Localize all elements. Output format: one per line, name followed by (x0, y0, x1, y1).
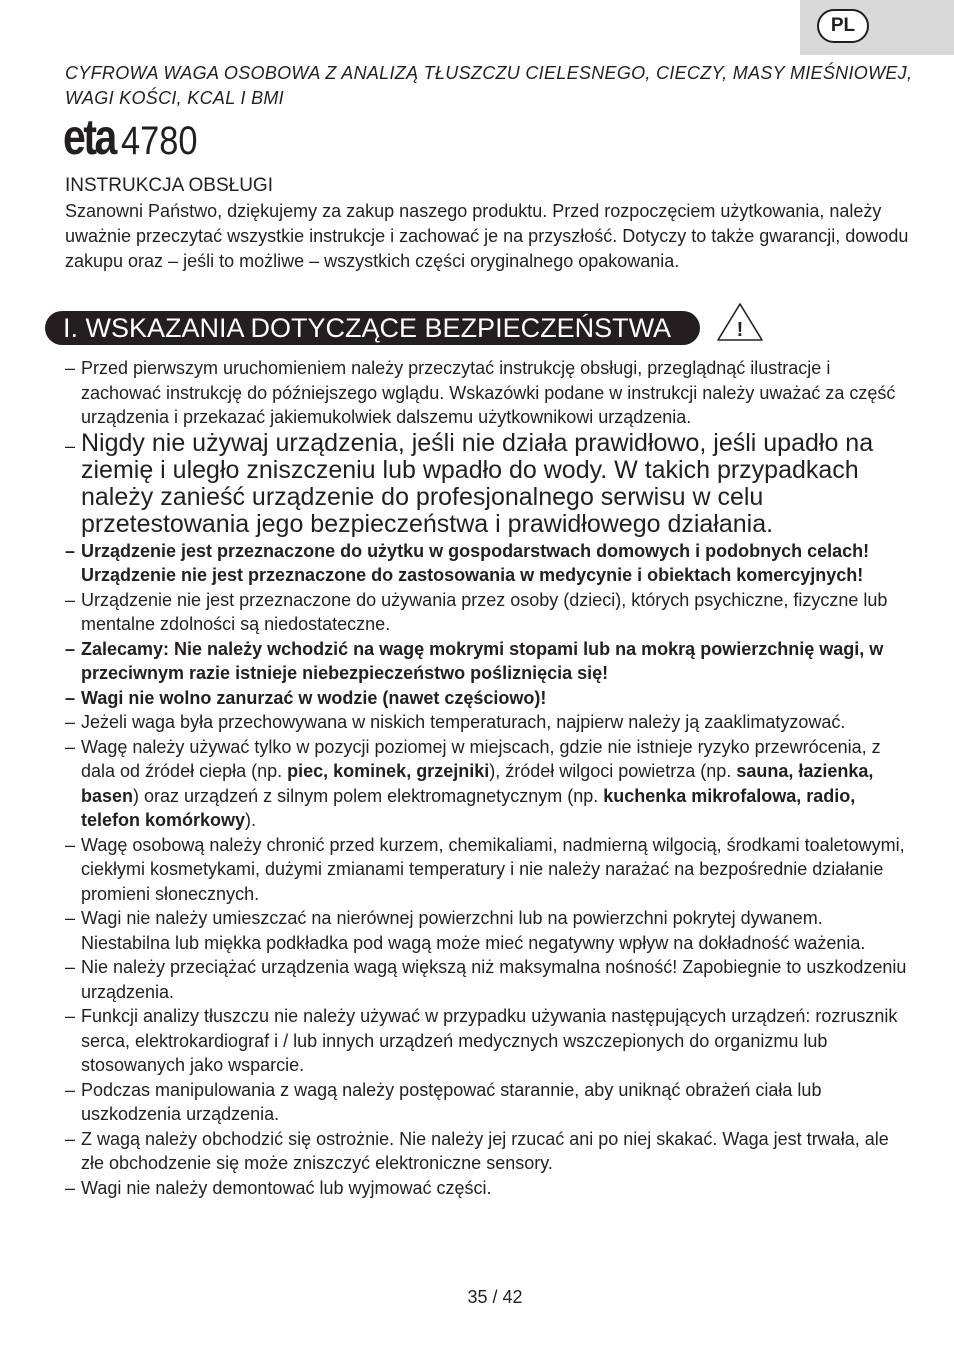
list-item-text: Jeżeli waga była przechowywana w niskich temperaturach, najpierw należy ją zaaklimatyzować. (81, 712, 846, 733)
section-heading: I. WSKAZANIA DOTYCZĄCE BEZPIECZEŃSTWA (45, 311, 700, 345)
intro-paragraph: Szanowni Państwo, dziękujemy za zakup naszego produktu. Przed rozpoczęciem użytkowania, należy uważnie przeczytać wszystkie instrukcje i zachować je na przyszłość. Dotyczy to także gwarancji, dowodu zakupu oraz – jeśli to możliwe – wszystkich części oryginalnego opakowania. (65, 201, 909, 271)
heat-sources-examples: piec, kominek, grzejniki (287, 761, 490, 782)
list-item (65, 356, 915, 430)
list-item (65, 637, 915, 686)
manual-title: INSTRUKCJA OBSŁUGI (65, 175, 273, 196)
warning-exclamation: ! (736, 319, 744, 341)
list-item-text: Wagi nie należy demontować lub wyjmować części. (81, 1177, 492, 1198)
language-badge: PL (817, 9, 869, 43)
list-item (65, 430, 915, 539)
bullet-dash: – (65, 1079, 76, 1100)
bullet-dash: – (65, 638, 76, 659)
bullet-dash: – (65, 358, 76, 378)
bullet-dash: – (65, 834, 76, 855)
list-item (65, 588, 915, 637)
list-item-text: Nie należy przeciążać urządzenia wagą większą niż maksymalna nośność! Zapobiegnie to uszkodzeniu urządzenia. (81, 957, 907, 1002)
list-item (65, 833, 915, 907)
list-item-text: Podczas manipulowania z wagą należy postępować starannie, aby uniknąć obrażeń ciała lub uszkodzenia urządzenia. (81, 1079, 822, 1125)
list-item (65, 539, 915, 588)
bullet-dash: – (65, 1006, 76, 1027)
bullet-dash: – (65, 1128, 76, 1149)
bullet-dash: – (65, 908, 76, 929)
list-item-text: Urządzenie jest przeznaczone do użytku w gospodarstwach domowych i podobnych celach! Urządzenie nie jest przeznaczone do zastosowania w medycynie i obiektach komercyjnych! (81, 540, 870, 586)
model-number: 4780 (121, 119, 198, 163)
bullet-dash: – (65, 712, 76, 733)
bullet-dash: – (65, 540, 76, 561)
humidity-sources-examples: sauna, łazienka, basen (81, 761, 874, 806)
list-item-text: Wagi nie należy umieszczać na nierównej powierzchni lub na powierzchni pokrytej dywanem. Niestabilna lub miękka podkładka pod wagą może mieć negatywny wpływ na dokładność ważenia. (81, 908, 866, 953)
list-item (65, 906, 915, 955)
language-tab (800, 0, 954, 55)
list-item (65, 735, 915, 833)
list-item (65, 1127, 915, 1176)
list-item-text: Z wagą należy obchodzić się ostrożnie. Nie należy jej rzucać ani po niej skakać. Waga jest trwała, ale złe obchodzenie się może zniszczyć elektroniczne sensory. (81, 1128, 889, 1174)
list-item (65, 1176, 915, 1201)
list-item (65, 686, 915, 711)
list-item-text: Funkcji analizy tłuszczu nie należy używać w przypadku używania następujących urządzeń: rozrusznik serca, elektrokardiograf i / lub innych urządzeń medycznych wszczepionych do organizmu lub stosowanych jako wsparcie. (81, 1006, 898, 1076)
list-item-text: Wagę osobową należy chronić przed kurzem, chemikaliami, nadmierną wilgocią, środkami toaletowymi, ciekłymi kosmetykami, dużymi zmianami temperatury i nie należy narażać na bezpośrednie działanie promieni słonecznych. (81, 834, 905, 904)
list-item-text: ). (245, 810, 257, 831)
bullet-dash: – (65, 736, 76, 757)
list-item-text: Urządzenie nie jest przeznaczone do używania przez osoby (dzieci), których psychiczne, fizyczne lub mentalne zdolności są niedostateczne. (81, 589, 888, 635)
list-item-text: ) oraz urządzeń z silnym polem elektromagnetycznym (np. (133, 785, 604, 806)
list-item (65, 955, 915, 1004)
list-item (65, 1078, 915, 1127)
em-devices-examples: kuchenka mikrofalowa, radio, telefon komórkowy (81, 785, 856, 831)
list-item (65, 1004, 915, 1078)
list-item-text: Przed pierwszym uruchomieniem należy przeczytać instrukcję obsługi, przeglądnąć ilustracje i zachować instrukcję do późniejszego wglądu. Wskazówki podane w instrukcji należy uważać za część urządzenia i przekazać jakiemukolwiek dalszemu użytkownikowi urządzenia. (81, 358, 896, 427)
list-item-text: Zalecamy: Nie należy wchodzić na wagę mokrymi stopami lub na mokrą powierzchnię wagi, w przeciwnym razie istnieje niebezpieczeństwo pośliznięcia się! (81, 638, 884, 684)
document-subtitle: CYFROWA WAGA OSOBOWA Z ANALIZĄ TŁUSZCZU CIELESNEGO, CIECZY, MASY MIEŚNIOWEJ, WAGI KOŚCI, KCAL I BMI (65, 63, 913, 108)
safety-list (65, 356, 915, 1200)
bullet-dash: – (65, 687, 76, 708)
bullet-dash: – (65, 1177, 76, 1198)
list-item-text: Wagę należy używać tylko w pozycji poziomej w miejscach, gdzie nie istnieje ryzyko przewrócenia, z dala od źródeł ciepła (np. (81, 736, 881, 782)
list-item (65, 710, 915, 735)
bullet-dash: – (65, 957, 76, 978)
brand-header (63, 109, 210, 165)
list-item-text: Wagi nie wolno zanurzać w wodzie (nawet częściowo)! (81, 687, 547, 708)
list-item-text: Nigdy nie używaj urządzenia, jeśli nie działa prawidłowo, jeśli upadło na ziemię i uległo zniszczeniu lub wpadło do wody. W takich przypadkach należy zanieść urządzenie do profesjonalnego serwisu w celu przetestowania jego bezpieczeństwa i prawidłowego działania. (81, 428, 874, 539)
bullet-dash: – (65, 589, 76, 610)
brand-logo: eta (63, 109, 115, 165)
page-number: 35 / 42 (467, 1287, 523, 1307)
warning-triangle-icon (715, 301, 765, 343)
bullet-dash: – (65, 435, 76, 456)
list-item-text: ), źródeł wilgoci powietrza (np. (489, 761, 737, 782)
